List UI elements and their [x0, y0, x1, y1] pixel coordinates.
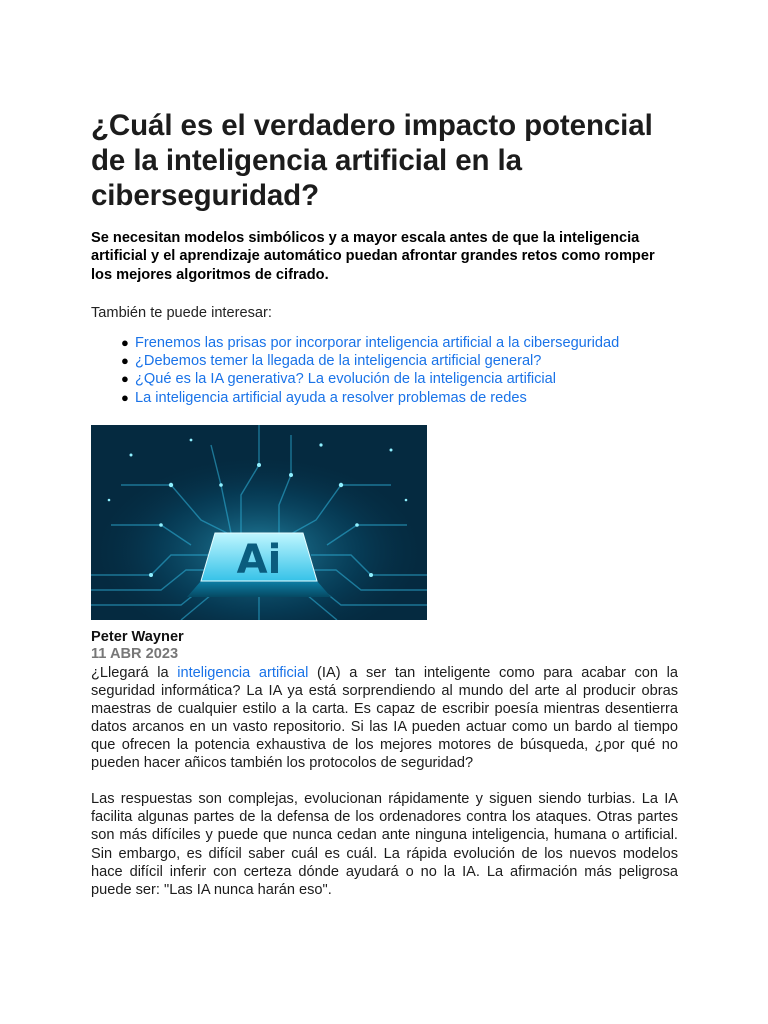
- related-link[interactable]: Frenemos las prisas por incorporar inteligencia artificial a la ciberseguridad: [135, 334, 620, 351]
- chip-label: Ai: [236, 536, 282, 583]
- ai-chip-illustration: [91, 425, 427, 620]
- bullet-icon: ●: [121, 371, 129, 387]
- article-author: Peter Wayner: [91, 628, 184, 645]
- bullet-icon: ●: [121, 389, 129, 405]
- article-body: [91, 664, 678, 899]
- list-item: [121, 334, 678, 352]
- article-title: ¿Cuál es el verdadero impacto potencial de la inteligencia artificial en la ciberseguridad?: [91, 109, 653, 212]
- bullet-icon: ●: [121, 334, 129, 350]
- bullet-icon: ●: [121, 353, 129, 369]
- inline-link[interactable]: inteligencia artificial: [177, 664, 309, 681]
- list-item: [121, 352, 678, 370]
- related-link[interactable]: La inteligencia artificial ayuda a resolver problemas de redes: [135, 389, 527, 406]
- paragraph: [91, 664, 678, 773]
- related-link[interactable]: ¿Debemos temer la llegada de la inteligencia artificial general?: [135, 353, 542, 370]
- related-links-list: [91, 334, 678, 407]
- paragraph-text: (IA) a ser tan inteligente como para acabar con la seguridad informática? La IA ya está sorprendiendo al mundo del arte al producir obras maestras de cualquier estilo a la carta. Es capaz de escribir poesía mientras desentierra datos arcanos en un vasto repositorio. Si las IA pueden actuar como un bardo al tiempo que ofrecen la potencia exhaustiva de los mejores motores de búsqueda, ¿por qué no pueden hacer añicos también los protocolos de seguridad?: [91, 664, 679, 772]
- related-heading: También te puede interesar:: [91, 304, 272, 321]
- paragraph: Las respuestas son complejas, evolucionan rápidamente y siguen siendo turbias. La IA facilita algunas partes de la defensa de los ordenadores contra los ataques. Otras partes son más difíciles y puede que nunca cedan ante ninguna inteligencia, humana o artificial. Sin embargo, es difícil saber cuál es cuál. La rápida evolución de los nuevos modelos hace difícil inferir con certeza dónde ayudará o no la IA. La afirmación más peligrosa puede ser: "Las IA nunca harán eso".: [91, 791, 678, 898]
- article-content: [91, 108, 678, 899]
- article-date: 11 ABR 2023: [91, 646, 179, 663]
- list-item: [121, 370, 678, 388]
- list-item: [121, 389, 678, 407]
- related-link[interactable]: ¿Qué es la IA generativa? La evolución de la inteligencia artificial: [135, 371, 557, 388]
- article-subtitle: Se necesitan modelos simbólicos y a mayor escala antes de que la inteligencia artificial y el aprendizaje automático puedan afrontar grandes retos como romper los mejores algoritmos de cifrado.: [91, 230, 655, 283]
- paragraph-text: ¿Llegará la: [91, 664, 178, 681]
- chip-base: [187, 581, 331, 597]
- article-hero-image: [91, 425, 427, 620]
